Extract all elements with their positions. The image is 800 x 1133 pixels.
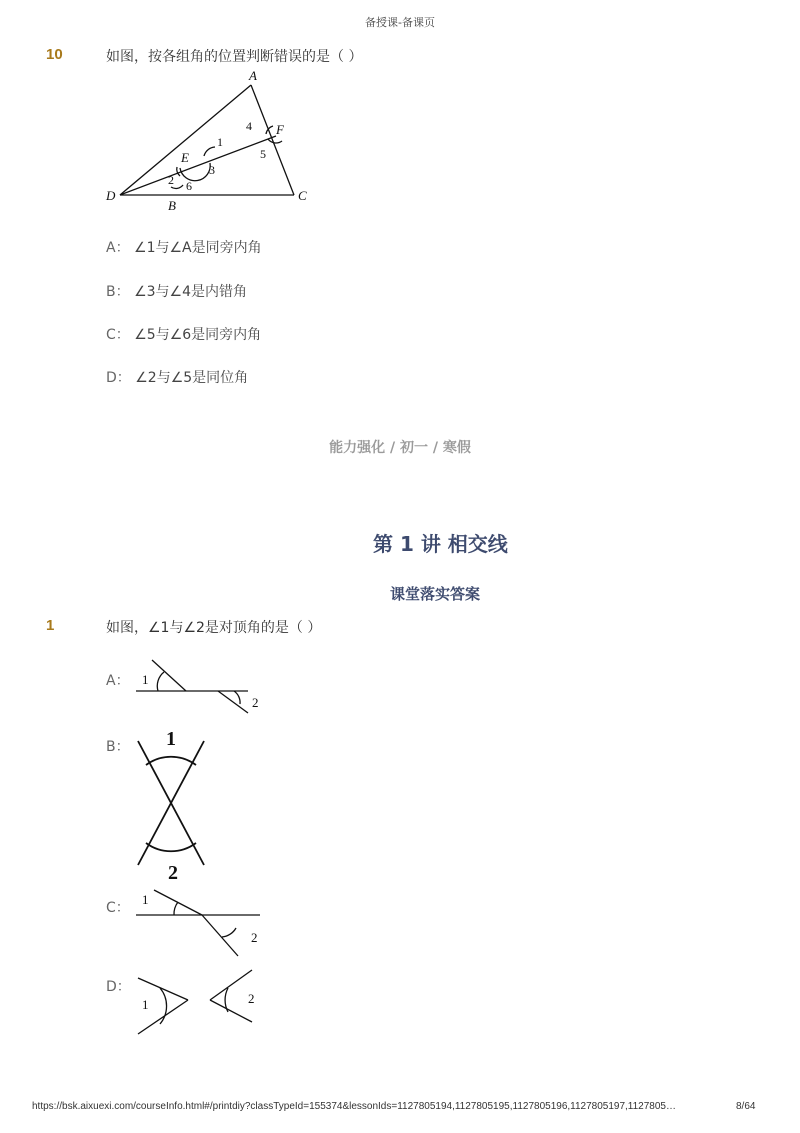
option-key: D：	[106, 370, 131, 386]
option-key: C：	[106, 900, 130, 916]
footer-page-number: 8/64	[736, 1101, 756, 1112]
question-text: 如图，∠1与∠2是对顶角的是（ ）	[106, 620, 322, 636]
option-c-key[interactable]	[106, 897, 130, 917]
angle-arc-5	[268, 139, 282, 143]
triangle-figure	[96, 64, 326, 214]
point-label-d: D	[106, 188, 116, 203]
question-text: 如图，按各组角的位置判断错误的是（ ）	[106, 49, 363, 65]
figure-option-d	[130, 962, 270, 1042]
section-breadcrumb: 能力强化 / 初一 / 寒假	[329, 440, 471, 456]
footer-url[interactable]: https://bsk.aixuexi.com/courseInfo.html#/printdiy?classTypeId=155374&lessonIds=1127805194,1127805195,1127805196,1127805197,1127805…	[32, 1101, 676, 1112]
option-a-key[interactable]	[106, 670, 130, 690]
question-number: 1	[46, 617, 55, 634]
option-b-key[interactable]	[106, 736, 130, 756]
segment-df	[120, 136, 276, 195]
figure-option-c	[130, 882, 270, 962]
segment-ac	[251, 85, 294, 195]
option-text: ∠1与∠A是同旁内角	[134, 240, 262, 256]
angle-label-2: 2	[168, 862, 178, 884]
angle-label-2: 2	[168, 173, 174, 187]
option-key: C：	[106, 327, 130, 343]
option-c[interactable]	[106, 324, 261, 344]
angle-label-3: 3	[209, 163, 215, 177]
figure-option-b	[130, 725, 220, 885]
angle-label-2: 2	[248, 991, 255, 1006]
option-key: B：	[106, 284, 130, 300]
option-text: ∠3与∠4是内错角	[134, 284, 247, 300]
point-label-e: E	[181, 150, 189, 165]
question-number: 10	[46, 46, 63, 63]
figure-option-a	[130, 655, 270, 720]
option-key: A：	[106, 240, 130, 256]
option-text: ∠2与∠5是同位角	[135, 370, 249, 386]
angle-label-1: 1	[142, 997, 149, 1012]
lesson-subtitle: 课堂落实答案	[390, 585, 481, 603]
angle-label-1: 1	[142, 892, 149, 907]
angle-arc-1	[204, 147, 215, 156]
angle-label-1: 1	[217, 135, 223, 149]
option-key: D：	[106, 979, 131, 995]
angle-label-1: 1	[142, 672, 149, 687]
point-label-f: F	[276, 122, 284, 137]
option-text: ∠5与∠6是同旁内角	[134, 327, 262, 343]
page-header-title: 备授课-备课页	[365, 16, 435, 29]
option-key: B：	[106, 739, 130, 755]
angle-label-6: 6	[186, 179, 192, 193]
option-d[interactable]	[106, 367, 248, 387]
point-label-b: B	[168, 198, 176, 213]
angle-arc-3	[180, 163, 210, 181]
angle-label-4: 4	[246, 119, 252, 133]
lesson-title: 第 1 讲 相交线	[373, 532, 508, 556]
point-label-c: C	[298, 188, 307, 203]
angle-label-5: 5	[260, 147, 266, 161]
point-label-a: A	[249, 68, 257, 83]
angle-label-2: 2	[252, 695, 259, 710]
option-b[interactable]	[106, 281, 247, 301]
angle-label-2: 2	[251, 930, 258, 945]
option-a[interactable]	[106, 237, 262, 257]
angle-label-1: 1	[166, 728, 176, 750]
option-d-key[interactable]	[106, 976, 131, 996]
option-key: A：	[106, 673, 130, 689]
